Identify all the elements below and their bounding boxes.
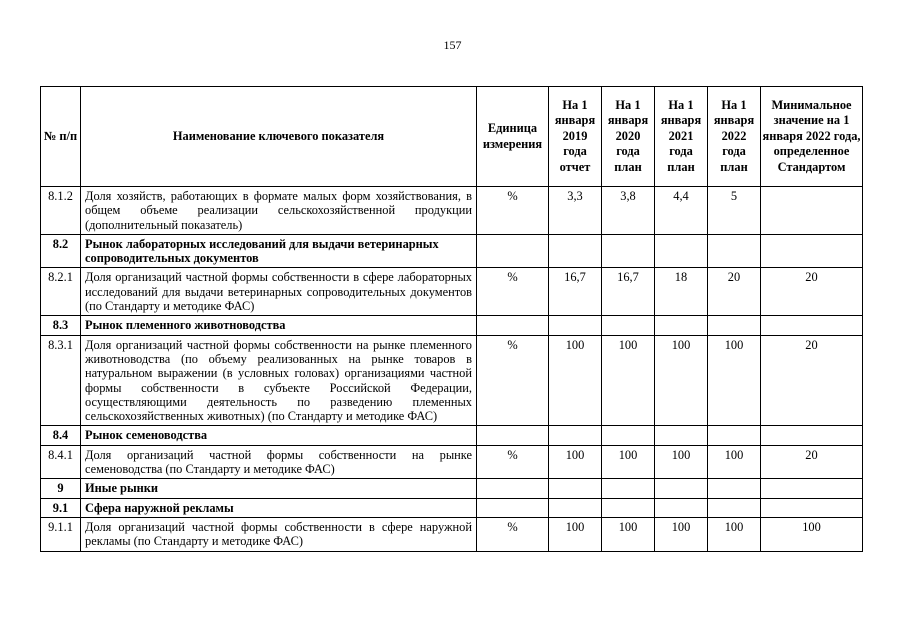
value-2021: 100 (655, 517, 708, 551)
empty-cell (549, 479, 602, 498)
section-title: Сфера наружной рекламы (81, 498, 477, 517)
empty-cell (655, 426, 708, 445)
section-title: Рынок племенного животноводства (81, 316, 477, 335)
empty-cell (761, 316, 863, 335)
section-title: Рынок семеноводства (81, 426, 477, 445)
empty-cell (655, 479, 708, 498)
value-2021: 4,4 (655, 187, 708, 235)
value-2020: 100 (602, 517, 655, 551)
value-2019: 100 (549, 445, 602, 479)
empty-cell (602, 479, 655, 498)
table-row (41, 517, 863, 551)
row-number: 8.3 (41, 316, 81, 335)
value-2020: 16,7 (602, 268, 655, 316)
value-2022: 100 (708, 445, 761, 479)
table-section-row (41, 234, 863, 268)
empty-cell (761, 479, 863, 498)
value-2021: 100 (655, 335, 708, 426)
value-2022: 100 (708, 335, 761, 426)
table-header-row (41, 87, 863, 187)
value-2019: 100 (549, 335, 602, 426)
value-2021: 100 (655, 445, 708, 479)
empty-cell (655, 316, 708, 335)
empty-cell (602, 316, 655, 335)
value-minimum: 100 (761, 517, 863, 551)
empty-cell (708, 426, 761, 445)
empty-cell (708, 234, 761, 268)
indicator-name: Доля организаций частной формы собственности на рынке семеноводства (по Стандарту и методике ФАС) (81, 445, 477, 479)
row-number: 8.2.1 (41, 268, 81, 316)
value-2020: 100 (602, 445, 655, 479)
unit-cell: % (477, 187, 549, 235)
header-number: № п/п (41, 87, 81, 187)
unit-cell: % (477, 335, 549, 426)
header-minimum-value: Минимальное значение на 1 января 2022 года, определенное Стандартом (761, 87, 863, 187)
table-section-row (41, 426, 863, 445)
row-number: 9 (41, 479, 81, 498)
header-2022: На 1 января 2022 года план (708, 87, 761, 187)
value-2019: 3,3 (549, 187, 602, 235)
empty-cell (761, 498, 863, 517)
empty-cell (602, 426, 655, 445)
value-2022: 100 (708, 517, 761, 551)
value-minimum: 20 (761, 445, 863, 479)
indicator-name: Доля организаций частной формы собственности на рынке племенного животноводства (по объему реализованных на рынке товаров в натуральном выражении (в условных головах) организациями частной формы собственности в субъекте Российской Федерации, осуществляющими деятельность по разведению племенных сельскохозяйственных животных) (по Стандарту и методике ФАС) (81, 335, 477, 426)
row-number: 8.4.1 (41, 445, 81, 479)
key-indicators-table (40, 86, 863, 552)
indicator-name: Доля организаций частной формы собственности в сфере наружной рекламы (по Стандарту и методике ФАС) (81, 517, 477, 551)
empty-cell (549, 234, 602, 268)
value-2022: 20 (708, 268, 761, 316)
empty-cell (708, 316, 761, 335)
empty-cell (549, 498, 602, 517)
indicator-name: Доля организаций частной формы собственности в сфере лабораторных исследований для выдачи ветеринарных сопроводительных документов (по Стандарту и методике ФАС) (81, 268, 477, 316)
value-2020: 3,8 (602, 187, 655, 235)
empty-cell (655, 234, 708, 268)
value-minimum: 20 (761, 335, 863, 426)
empty-cell (708, 479, 761, 498)
empty-cell (477, 316, 549, 335)
empty-cell (477, 498, 549, 517)
table-section-row (41, 498, 863, 517)
unit-cell: % (477, 517, 549, 551)
page-number: 157 (443, 38, 462, 52)
empty-cell (477, 234, 549, 268)
table-row (41, 187, 863, 235)
row-number: 8.1.2 (41, 187, 81, 235)
value-2019: 16,7 (549, 268, 602, 316)
empty-cell (602, 234, 655, 268)
table-row (41, 268, 863, 316)
empty-cell (477, 479, 549, 498)
unit-cell: % (477, 268, 549, 316)
value-2019: 100 (549, 517, 602, 551)
empty-cell (549, 316, 602, 335)
table-section-row (41, 316, 863, 335)
table-row (41, 335, 863, 426)
header-unit: Единица измерения (477, 87, 549, 187)
empty-cell (602, 498, 655, 517)
value-minimum: 20 (761, 268, 863, 316)
empty-cell (549, 426, 602, 445)
empty-cell (708, 498, 761, 517)
row-number: 9.1 (41, 498, 81, 517)
row-number: 8.4 (41, 426, 81, 445)
header-2021: На 1 января 2021 года план (655, 87, 708, 187)
table-section-row (41, 479, 863, 498)
empty-cell (655, 498, 708, 517)
unit-cell: % (477, 445, 549, 479)
row-number: 8.3.1 (41, 335, 81, 426)
empty-cell (761, 426, 863, 445)
empty-cell (477, 426, 549, 445)
row-number: 9.1.1 (41, 517, 81, 551)
row-number: 8.2 (41, 234, 81, 268)
indicator-name: Доля хозяйств, работающих в формате малых форм хозяйствования, в общем объеме реализации сельскохозяйственной продукции (дополнительный показатель) (81, 187, 477, 235)
value-2021: 18 (655, 268, 708, 316)
empty-cell (761, 234, 863, 268)
value-2022: 5 (708, 187, 761, 235)
header-2019: На 1 января 2019 года отчет (549, 87, 602, 187)
value-minimum (761, 187, 863, 235)
section-title: Рынок лабораторных исследований для выдачи ветеринарных сопроводительных документов (81, 234, 477, 268)
value-2020: 100 (602, 335, 655, 426)
header-2020: На 1 января 2020 года план (602, 87, 655, 187)
header-indicator-name: Наименование ключевого показателя (81, 87, 477, 187)
section-title: Иные рынки (81, 479, 477, 498)
table-row (41, 445, 863, 479)
